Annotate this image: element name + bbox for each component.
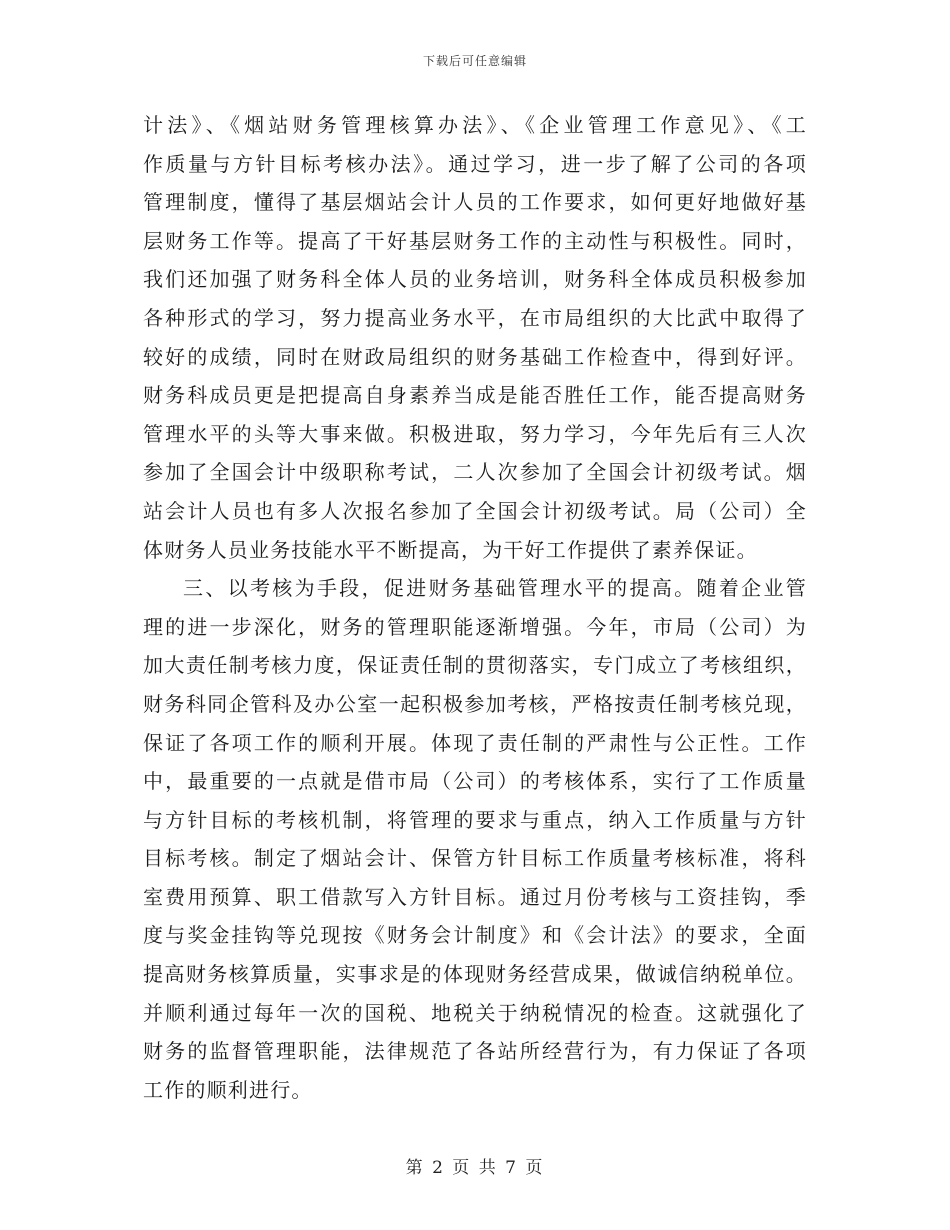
text-line: 管理制度，懂得了基层烟站会计人员的工作要求，如何更好地做好基 <box>143 190 807 215</box>
text-line: 计法》、《烟站财务管理核算办法》、《企业管理工作意见》、《工 <box>143 113 807 137</box>
text-line: 度与奖金挂钩等兑现按《财务会计制度》和《会计法》的要求，全面 <box>143 923 807 948</box>
text-line: 理的进一步深化，财务的管理职能逐渐增强。今年，市局（公司）为 <box>143 614 807 639</box>
text-line: 中，最重要的一点就是借市局（公司）的考核体系，实行了工作质量 <box>143 769 807 794</box>
text-line: 层财务工作等。提高了干好基层财务工作的主动性与积极性。同时， <box>143 228 807 253</box>
text-line: 财务科成员更是把提高自身素养当成是能否胜任工作，能否提高财务 <box>143 383 807 408</box>
text-line: 室费用预算、职工借款写入方针目标。通过月份考核与工资挂钩，季 <box>143 884 807 909</box>
text-line: 工作的顺利进行。 <box>143 1077 313 1102</box>
text-line: 作质量与方针目标考核办法》。通过学习，进一步了解了公司的各项 <box>143 151 807 176</box>
text-line: 与方针目标的考核机制，将管理的要求与重点，纳入工作质量与方针 <box>143 807 807 832</box>
text-line: 加大责任制考核力度，保证责任制的贯彻落实，专门成立了考核组织， <box>143 653 807 678</box>
text-line: 提高财务核算质量，实事求是的体现财务经营成果，做诚信纳税单位。 <box>143 962 807 987</box>
text-line: 体财务人员业务技能水平不断提高，为干好工作提供了素养保证。 <box>143 537 758 562</box>
text-line: 参加了全国会计中级职称考试，二人次参加了全国会计初级考试。烟 <box>143 460 807 485</box>
section-heading-line: 三、以考核为手段，促进财务基础管理水平的提高。随着企业管 <box>183 576 807 601</box>
text-line: 并顺利通过每年一次的国税、地税关于纳税情况的检查。这就强化了 <box>143 1000 807 1025</box>
text-line: 财务科同企管科及办公室一起积极参加考核，严格按责任制考核兑现， <box>143 691 807 716</box>
text-line: 站会计人员也有多人次报名参加了全国会计初级考试。局（公司）全 <box>143 498 807 523</box>
text-line: 财务的监督管理职能，法律规范了各站所经营行为，有力保证了各项 <box>143 1039 807 1064</box>
text-line: 保证了各项工作的顺利开展。体现了责任制的严肃性与公正性。工作 <box>143 730 807 755</box>
document-body <box>143 106 807 1109</box>
text-line: 管理水平的头等大事来做。积极进取，努力学习，今年先后有三人次 <box>143 421 807 446</box>
text-line: 较好的成绩，同时在财政局组织的财务基础工作检查中，得到好评。 <box>143 344 807 369</box>
page-number-footer: 第 2 页 共 7 页 <box>405 1158 545 1178</box>
page-header: 下载后可任意编辑 <box>422 54 527 68</box>
text-line: 我们还加强了财务科全体人员的业务培训，财务科全体成员积极参加 <box>143 267 807 292</box>
text-line: 目标考核。制定了烟站会计、保管方针目标工作质量考核标准，将科 <box>143 846 807 871</box>
text-line: 各种形式的学习，努力提高业务水平，在市局组织的大比武中取得了 <box>143 305 807 330</box>
